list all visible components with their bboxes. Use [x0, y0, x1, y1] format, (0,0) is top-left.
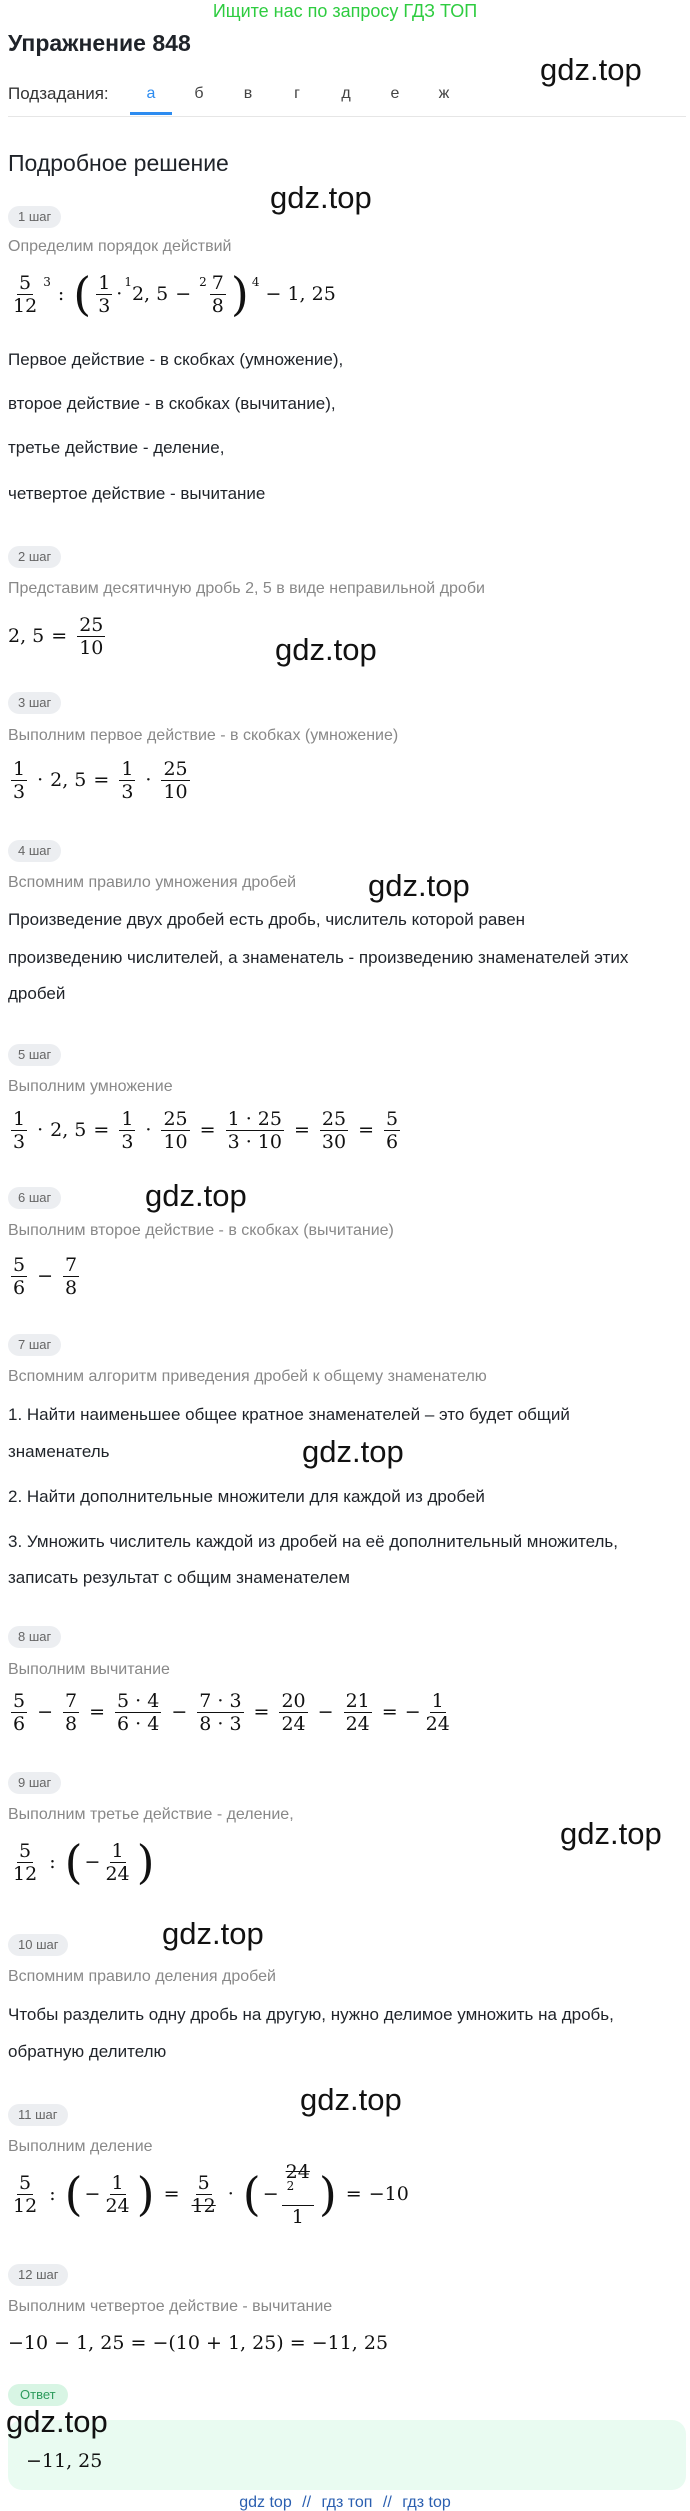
math-order-expression: [8, 262, 336, 326]
section-title: Подробное решение: [8, 150, 229, 176]
answer-box: [8, 2420, 686, 2490]
decimal: 2, 5: [50, 769, 87, 791]
frac-num: 25: [163, 1107, 188, 1130]
footer-links: [0, 2494, 690, 2511]
op-eq: =: [381, 1701, 398, 1723]
step-badge: 10 шаг: [8, 1934, 68, 1956]
watermark: gdz.top: [270, 180, 372, 215]
frac-den: 3: [121, 1130, 134, 1153]
frac-num: 1: [13, 757, 26, 780]
paren-left: (: [73, 267, 92, 321]
frac-den: 10: [79, 636, 104, 659]
watermark: gdz.top: [275, 632, 377, 667]
step-text: дробей: [8, 984, 66, 1003]
step-text: второе действие - в скобках (вычитание),: [8, 394, 336, 413]
subtask-tab-b[interactable]: б: [194, 85, 204, 102]
result: −10: [368, 2183, 409, 2205]
footer-separator: //: [382, 2494, 392, 2511]
paren-right: ): [136, 2167, 155, 2221]
paren-right: ): [318, 2167, 337, 2221]
paren-left: (: [64, 1835, 83, 1889]
step-caption: Выполним второе действие - в скобках (вычитание): [8, 1222, 394, 1239]
frac-num: 1: [111, 1839, 124, 1862]
decimal: 2, 5: [8, 625, 45, 647]
paren-left: (: [242, 2167, 261, 2221]
step-text: 1. Найти наименьшее общее кратное знаменателей – это будет общий: [8, 1405, 570, 1424]
step-caption: Вспомним алгоритм приведения дробей к общему знаменателю: [8, 1368, 487, 1385]
subtask-tab-zh[interactable]: ж: [438, 85, 450, 102]
frac-den: 1: [291, 2205, 304, 2228]
step-badge: 8 шаг: [8, 1626, 61, 1648]
step-badge: 4 шаг: [8, 840, 61, 862]
op-eq: =: [358, 1119, 374, 1141]
step-badge: 3 шаг: [8, 692, 61, 714]
frac-num: 5 · 4: [117, 1689, 160, 1712]
op-eq: =: [89, 1701, 106, 1723]
divider: [8, 116, 686, 117]
order-mark: 3: [43, 275, 51, 289]
step-caption: Представим десятичную дробь 2, 5 в виде неправильной дроби: [8, 580, 485, 597]
frac-num: 7: [211, 271, 224, 294]
step-caption: Выполним третье действие - деление,: [8, 1806, 294, 1823]
frac-den: 3: [13, 1130, 26, 1153]
op-colon: :: [49, 1851, 56, 1873]
frac-num: [282, 2161, 314, 2206]
sign: −: [84, 1851, 101, 1873]
frac-num: 5: [19, 2171, 32, 2194]
step-badge: 6 шаг: [8, 1187, 61, 1209]
subtasks-label: Подзадания:: [8, 84, 109, 103]
op-mul: ·: [37, 769, 44, 791]
step-caption: Определим порядок действий: [8, 238, 232, 255]
math-tail: − 1, 25: [265, 283, 336, 305]
watermark: gdz.top: [302, 1434, 404, 1469]
frac-num: 1 · 25: [227, 1107, 282, 1130]
frac-den: 3: [13, 780, 26, 803]
frac-num: 1: [121, 1107, 134, 1130]
op-eq: =: [163, 2183, 180, 2205]
paren-left: (: [64, 2167, 83, 2221]
frac-num: 5: [19, 1839, 32, 1862]
decimal: 2, 5: [131, 283, 169, 305]
step-text: 2. Найти дополнительные множители для каждой из дробей: [8, 1487, 485, 1506]
op-eq: =: [345, 2183, 362, 2205]
op-eq: =: [93, 769, 110, 791]
sign: −: [84, 2183, 101, 2205]
step-text: Произведение двух дробей есть дробь, числитель которой равен: [8, 910, 526, 929]
frac-den: 12: [13, 294, 38, 317]
op-mul: ·: [145, 769, 152, 791]
frac-num: 1: [111, 2171, 124, 2194]
frac-num: 20: [281, 1689, 306, 1712]
op-mul: ·: [37, 1119, 44, 1141]
frac-num: 5: [197, 2171, 210, 2194]
frac-num: 5: [13, 1253, 26, 1276]
frac-den: 6: [13, 1712, 26, 1735]
math-multiplication: [8, 1102, 403, 1158]
step-caption: Выполним умножение: [8, 1078, 173, 1095]
step-text: 3. Умножить числитель каждой из дробей на её дополнительный множитель,: [8, 1532, 618, 1551]
watermark: gdz.top: [368, 868, 470, 903]
step-badge: 12 шаг: [8, 2264, 68, 2286]
frac-num: 25: [321, 1107, 347, 1130]
frac-den: 3: [121, 780, 134, 803]
frac-num: 7: [65, 1253, 78, 1276]
watermark: gdz.top: [300, 2082, 402, 2117]
frac-den: 24: [425, 1712, 450, 1735]
op-minus: −: [317, 1701, 334, 1723]
math-subtraction: [8, 1684, 455, 1740]
math-first-action: [8, 752, 193, 808]
subtask-tab-v[interactable]: в: [243, 85, 253, 102]
frac-den: 24: [105, 2194, 130, 2217]
op-mul: ·: [145, 1119, 152, 1141]
frac-den-cancelled: 12: [191, 2194, 216, 2217]
op-eq: =: [93, 1119, 110, 1141]
top-banner[interactable]: Ищите нас по запросу ГДЗ ТОП: [212, 1, 478, 21]
step-badge: 5 шаг: [8, 1044, 61, 1066]
sign: −: [404, 1701, 421, 1723]
step-caption: Выполним четвертое действие - вычитание: [8, 2298, 333, 2315]
step-text: Чтобы разделить одну дробь на другую, нужно делимое умножить на дробь,: [8, 2005, 614, 2024]
step-badge: 9 шаг: [8, 1772, 61, 1794]
footer-link[interactable]: gdz top: [239, 2494, 292, 2511]
op-minus: −: [175, 283, 192, 305]
page-title: Упражнение 848: [8, 30, 191, 56]
step-text: Первое действие - в скобках (умножение),: [8, 350, 344, 369]
step-caption: Вспомним правило деления дробей: [8, 1968, 276, 1985]
math-decimal-to-fraction: [8, 608, 108, 664]
order-mark: 1: [124, 275, 132, 289]
step-text: записать результат с общим знаменателем: [8, 1568, 350, 1587]
step-caption: Выполним вычитание: [8, 1661, 170, 1678]
op-minus: −: [171, 1701, 188, 1723]
order-mark: 2: [199, 275, 207, 289]
footer-link[interactable]: гдз топ: [321, 2494, 373, 2511]
frac-num: 5: [386, 1107, 399, 1130]
op-eq: =: [253, 1701, 270, 1723]
frac-num: 1: [98, 271, 111, 294]
frac-num: 21: [345, 1689, 370, 1712]
op-mul: ·: [116, 283, 123, 305]
subtask-tab-e[interactable]: е: [390, 85, 400, 102]
paren-right: ): [230, 267, 249, 321]
math-third-action: [8, 1830, 157, 1894]
frac-den: 3: [98, 294, 111, 317]
frac-num: 1: [121, 757, 134, 780]
frac-den: 8 · 3: [199, 1712, 242, 1735]
step-badge: 7 шаг: [8, 1334, 61, 1356]
watermark: gdz.top: [145, 1178, 247, 1213]
frac-den: 8: [211, 294, 224, 317]
frac-den: 24: [105, 1862, 130, 1885]
answer-value: [26, 2446, 102, 2476]
step-text: четвертое действие - вычитание: [8, 484, 266, 503]
step-badge: 1 шаг: [8, 206, 61, 228]
step-text: произведению числителей, а знаменатель - произведению знаменателей этих: [8, 948, 629, 967]
op-mul: ·: [227, 2183, 234, 2205]
frac-num: 1: [13, 1107, 26, 1130]
frac-den: 10: [163, 780, 188, 803]
frac-den: 3 · 10: [227, 1130, 282, 1153]
op-colon: :: [49, 2183, 56, 2205]
math-final-subtraction: [8, 2326, 388, 2360]
watermark: gdz.top: [162, 1916, 264, 1951]
watermark: gdz.top: [540, 52, 642, 87]
math-second-action: [8, 1248, 82, 1304]
frac-den: 6: [13, 1276, 26, 1299]
op-minus: −: [37, 1265, 54, 1287]
op-eq: =: [51, 625, 68, 647]
frac-num: 7 · 3: [199, 1689, 242, 1712]
subtask-tab-a[interactable]: а: [146, 85, 156, 102]
answer-text: −11, 25: [26, 2450, 103, 2472]
frac-den: 24: [345, 1712, 370, 1735]
cancelled-number: 24: [285, 2160, 310, 2183]
step-text: обратную делителю: [8, 2042, 167, 2061]
footer-separator: //: [302, 2494, 312, 2511]
subtask-tab-d[interactable]: д: [341, 85, 351, 102]
frac-den: 6: [386, 1130, 399, 1153]
frac-num: 25: [163, 757, 188, 780]
frac-den: 30: [321, 1130, 347, 1153]
op-minus: −: [37, 1701, 54, 1723]
op-colon: :: [57, 283, 65, 305]
frac-den: 6 · 4: [117, 1712, 160, 1735]
answer-badge: Ответ: [8, 2384, 68, 2406]
frac-den: 12: [13, 2194, 38, 2217]
watermark: gdz.top: [560, 1816, 662, 1851]
frac-num: 5: [19, 271, 32, 294]
frac-den: 8: [65, 1712, 78, 1735]
step-caption: Выполним первое действие - в скобках (умножение): [8, 727, 399, 744]
op-eq: =: [293, 1119, 310, 1141]
step-badge: 11 шаг: [8, 2104, 68, 2126]
sign: −: [262, 2183, 279, 2205]
step-text: третье действие - деление,: [8, 438, 225, 457]
frac-num: 1: [431, 1689, 444, 1712]
step-caption: Выполним деление: [8, 2138, 153, 2155]
paren-right: ): [136, 1835, 155, 1889]
frac-den: 8: [65, 1276, 78, 1299]
frac-num: 5: [13, 1689, 26, 1712]
active-tab-indicator: [130, 112, 172, 115]
op-eq: =: [199, 1119, 216, 1141]
step-text: знаменатель: [8, 1442, 110, 1461]
frac-num: 7: [65, 1689, 78, 1712]
reduced-factor: 2: [286, 2178, 295, 2193]
step-badge: 2 шаг: [8, 546, 61, 568]
step-caption: Вспомним правило умножения дробей: [8, 874, 297, 891]
subtask-tab-g[interactable]: г: [294, 85, 300, 102]
order-mark: 4: [251, 275, 260, 289]
decimal: 2, 5: [50, 1119, 87, 1141]
math-division: [8, 2162, 409, 2226]
frac-den: 12: [13, 1862, 38, 1885]
expression: −10 − 1, 25 = −(10 + 1, 25) = −11, 25: [8, 2332, 389, 2354]
watermark: gdz.top: [6, 2404, 108, 2439]
footer-link[interactable]: гдз top: [402, 2494, 451, 2511]
frac-den: 10: [163, 1130, 188, 1153]
frac-num: 25: [79, 613, 104, 636]
frac-den: 24: [281, 1712, 306, 1735]
